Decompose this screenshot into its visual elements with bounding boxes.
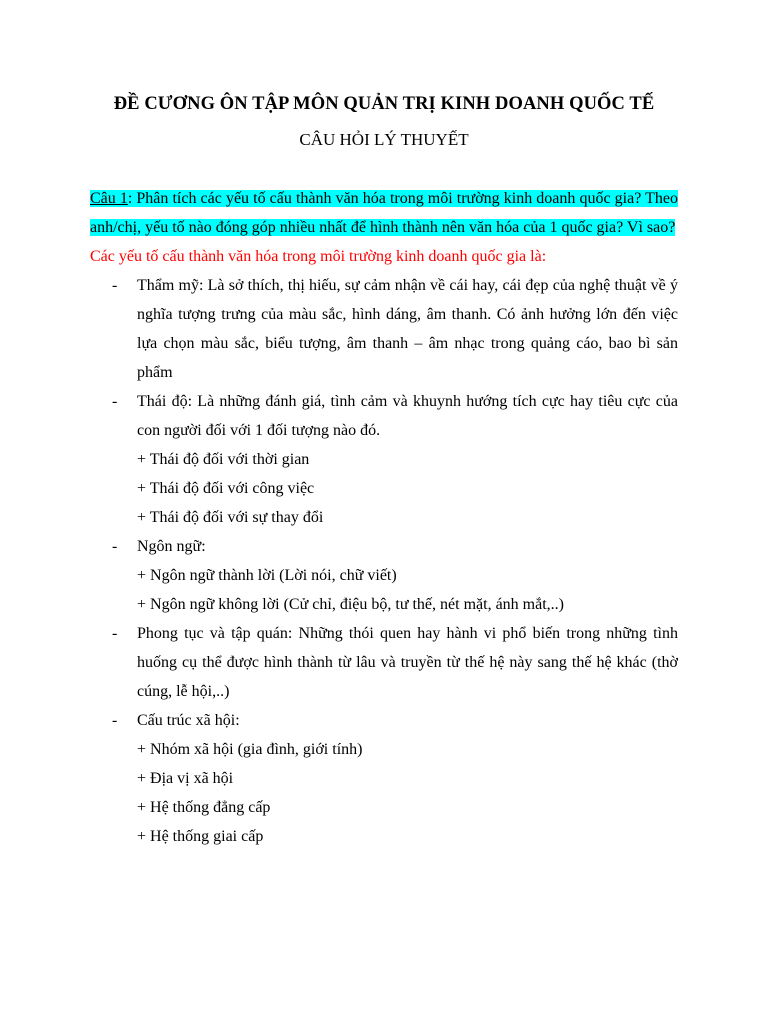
- bullet-dash: -: [112, 277, 118, 294]
- sub-item: + Thái độ đối với thời gian: [137, 451, 310, 468]
- bullet-text: Cấu trúc xã hội:: [137, 712, 240, 729]
- bullet-dash: -: [112, 625, 118, 642]
- list-item: [90, 706, 678, 851]
- list-item: [90, 619, 678, 706]
- bullet-dash: -: [112, 393, 118, 410]
- bullet-dash: -: [112, 712, 118, 729]
- sub-item: + Nhóm xã hội (gia đình, giới tính): [137, 741, 363, 758]
- sub-item: + Ngôn ngữ thành lời (Lời nói, chữ viết): [137, 567, 397, 584]
- answer-intro: Các yếu tố cấu thành văn hóa trong môi trường kinh doanh quốc gia là:: [90, 248, 547, 265]
- sub-item: + Ngôn ngữ không lời (Cử chỉ, điệu bộ, tư thế, nét mặt, ánh mắt,..): [137, 596, 564, 613]
- bullet-dash: -: [112, 538, 118, 555]
- sub-item: + Hệ thống đẳng cấp: [137, 799, 271, 816]
- question-label: Câu 1: [90, 190, 128, 207]
- sub-item: + Thái độ đối với công việc: [137, 480, 315, 497]
- document-body: [90, 184, 678, 851]
- list-item: [90, 387, 678, 532]
- bullet-list: [90, 271, 678, 851]
- question-paragraph: [90, 184, 678, 242]
- question-highlight: [90, 190, 678, 236]
- bullet-text: Thái độ: Là những đánh giá, tình cảm và khuynh hướng tích cực hay tiêu cực của con người đối với 1 đối tượng nào đó.: [137, 393, 678, 439]
- list-item: [90, 271, 678, 387]
- document-title: ĐỀ CƯƠNG ÔN TẬP MÔN QUẢN TRỊ KINH DOANH QUỐC TẾ: [113, 94, 655, 114]
- question-text: : Phân tích các yếu tố cấu thành văn hóa trong môi trường kinh doanh quốc gia? Theo anh/chị, yếu tố nào đóng góp nhiều nhất để hình thành nên văn hóa của 1 quốc gia? Vì sao?: [90, 190, 678, 236]
- sub-item: + Thái độ đối với sự thay đổi: [137, 509, 324, 526]
- sub-item: + Địa vị xã hội: [137, 770, 234, 787]
- list-item: [90, 532, 678, 619]
- bullet-text: Ngôn ngữ:: [137, 538, 206, 555]
- sub-item: + Hệ thống giai cấp: [137, 828, 264, 845]
- document-subtitle: CÂU HỎI LÝ THUYẾT: [299, 130, 469, 149]
- bullet-text: Phong tục và tập quán: Những thói quen hay hành vi phổ biến trong những tình huống cụ thể được hình thành từ lâu và truyền từ thế hệ này sang thế hệ khác (thờ cúng, lễ hội,..): [137, 625, 678, 700]
- bullet-text: Thẩm mỹ: Là sở thích, thị hiếu, sự cảm nhận về cái hay, cái đẹp của nghệ thuật về ý nghĩa tượng trưng của màu sắc, hình dáng, âm thanh. Có ảnh hưởng lớn đến việc lựa chọn màu sắc, biểu tượng, âm thanh – âm nhạc trong quảng cáo, bao bì sản phẩm: [137, 277, 678, 381]
